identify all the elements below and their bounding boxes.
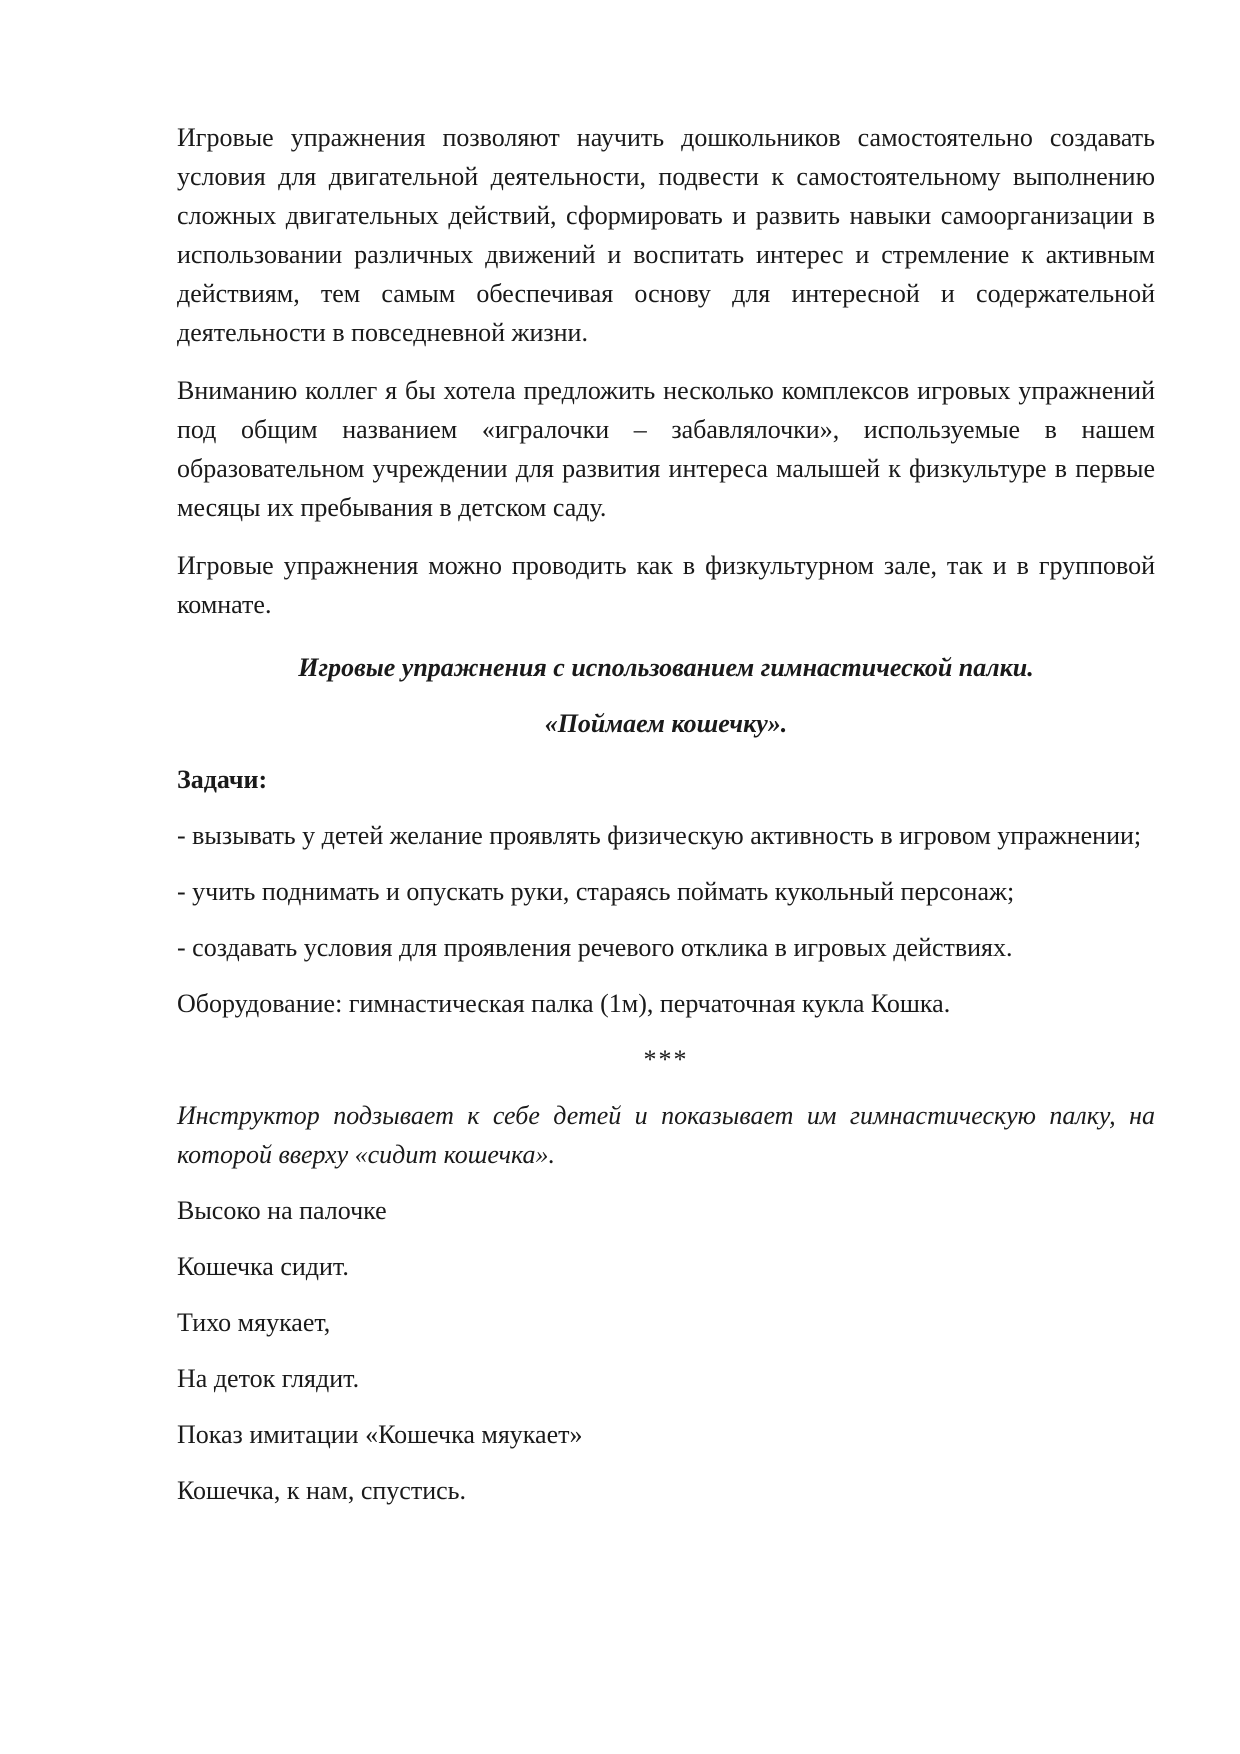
intro-paragraph: Игровые упражнения позволяют научить дошкольников самостоятельно создавать условия для двигательной деятельности, подвести к самостоятельному выполнению сложных двигательных действий, сформировать и развить навыки самоорганизации в использовании различных движений и воспитать интерес и стремление к активным действиям, тем самым обеспечивая основу для интересной и содержательной деятельности в повседневной жизни.	[177, 123, 1155, 347]
tasks-heading: Задачи:	[177, 765, 268, 794]
section-title: Игровые упражнения с использованием гимнастической палки.	[298, 653, 1034, 682]
task-item: - учить поднимать и опускать руки, стараясь поймать кукольный персонаж;	[177, 877, 1015, 906]
location-paragraph: Игровые упражнения можно проводить как в физкультурном зале, так и в групповой комнате.	[177, 551, 1155, 619]
verse-line: Кошечка сидит.	[177, 1252, 349, 1281]
verse-line: Тихо мяукает,	[177, 1308, 331, 1337]
exercise-title: «Поймаем кошечку».	[544, 709, 788, 738]
verse-line: Показ имитации «Кошечка мяукает»	[177, 1420, 583, 1449]
instruction-paragraph: Инструктор подзывает к себе детей и показывает им гимнастическую палку, на которой вверху «сидит кошечка».	[177, 1101, 1155, 1169]
verse-line: Кошечка, к нам, спустись.	[177, 1476, 467, 1505]
separator: ***	[643, 1045, 689, 1074]
task-item: - создавать условия для проявления речевого отклика в игровых действиях.	[177, 933, 1013, 962]
verse-line: На деток глядит.	[177, 1364, 360, 1393]
page-content	[177, 118, 1155, 1510]
proposal-paragraph: Вниманию коллег я бы хотела предложить несколько комплексов игровых упражнений под общим названием «игралочки – забавлялочки», используемые в нашем образовательном учреждении для развития интереса малышей к физкультуре в первые месяцы их пребывания в детском саду.	[177, 376, 1155, 522]
verse-line: Высоко на палочке	[177, 1196, 387, 1225]
equipment-line: Оборудование: гимнастическая палка (1м), перчаточная кукла Кошка.	[177, 989, 951, 1018]
task-item: - вызывать у детей желание проявлять физическую активность в игровом упражнении;	[177, 821, 1142, 850]
